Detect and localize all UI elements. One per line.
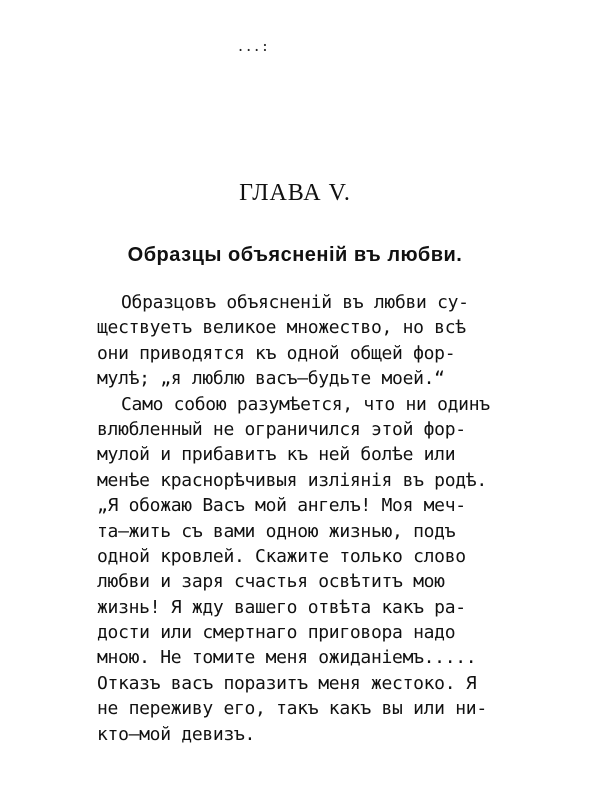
- text-line: кто—мой девизъ.: [97, 723, 256, 745]
- text-line: менѣе краснорѣчивыя изліянія въ родѣ.: [97, 469, 487, 491]
- text-line: мулѣ; „я люблю васъ—будьте моей.“: [97, 368, 445, 390]
- text-line: жизнь! Я жду вашего отвѣта какъ ра-: [97, 596, 466, 618]
- text-line: та—жить съ вами одною жизнью, подъ: [97, 520, 456, 542]
- text-line: не переживу его, такъ какъ вы или ни-: [97, 698, 487, 720]
- body-text: [97, 290, 507, 747]
- text-line: мулой и прибавитъ къ ней болѣе или: [97, 444, 456, 466]
- text-line: они приводятся къ одной общей фор-: [97, 342, 456, 364]
- text-line: влюбленный не ограничился этой фор-: [97, 418, 466, 440]
- page-corner-mark: ...:: [238, 36, 271, 55]
- text-line: „Я обожаю Васъ мой ангелъ! Моя меч-: [97, 495, 466, 517]
- chapter-heading: ГЛАВА V.: [239, 180, 351, 206]
- text-line: одной кровлей. Скажите только слово: [97, 545, 466, 567]
- text-line: Отказъ васъ поразитъ меня жестоко. Я: [97, 672, 477, 694]
- text-line: Само собою разумѣется, что ни одинъ: [121, 393, 490, 415]
- text-line: ществуетъ великое множество, но всѣ: [97, 317, 466, 339]
- text-line: дости или смертнаго приговора надо: [97, 622, 456, 644]
- text-line: Образцовъ объясненій въ любви су-: [121, 292, 469, 313]
- text-line: любви и заря счастья освѣтитъ мою: [97, 571, 445, 593]
- text-line: мною. Не томите меня ожиданіемъ.....: [97, 647, 477, 669]
- section-title: Образцы объясненій въ любви.: [127, 244, 463, 266]
